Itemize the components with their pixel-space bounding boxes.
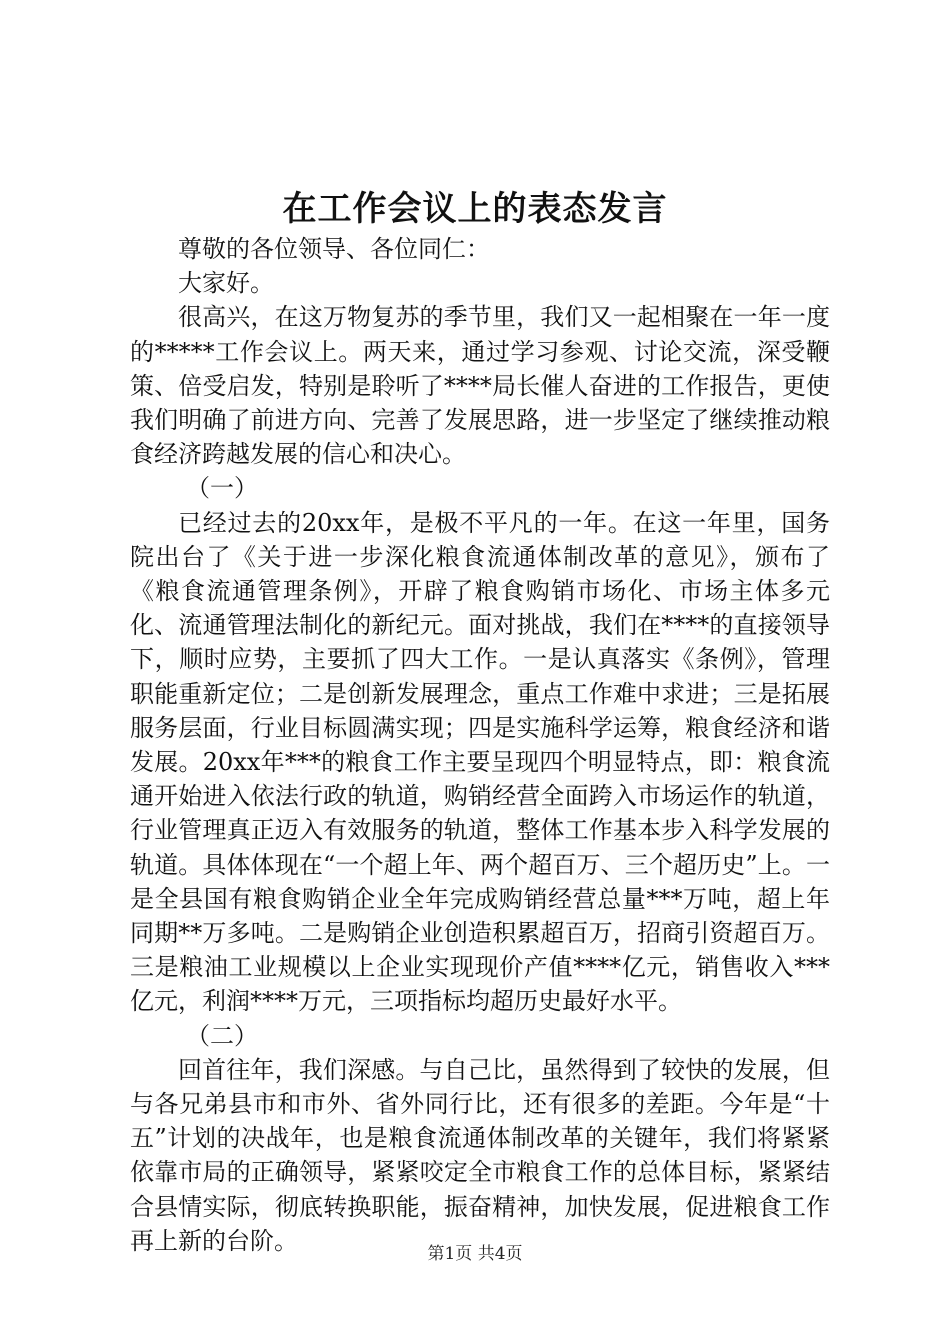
page-footer: 第1页 共4页 [427,1244,523,1264]
greeting: 大家好。 [178,269,274,298]
salutation: 尊敬的各位领导、各位同仁： [178,235,490,263]
document-title: 在工作会议上的表态发言 [282,189,668,229]
document-body [130,232,830,1258]
section-two-paragraph: 回首往年，我们深感。与自己比，虽然得到了较快的发展，但与各兄弟县市和市外、省外同行比，还有很多的差距。今年是“十五”计划的决战年，也是粮食流通体制改革的关键年，我们将紧紧依靠市局的正确领导，紧紧咬定全市粮食工作的总体目标，紧紧结合县情实际，彻底转换职能，振奋精神，加快发展，促进粮食工作再上新的台阶。 [130,1055,830,1255]
section-one-paragraph: 已经过去的20xx年，是极不平凡的一年。在这一年里，国务院出台了《关于进一步深化粮食流通体制改革的意见》，颁布了《粮食流通管理条例》，开辟了粮食购销市场化、市场主体多元化、流通管理法制化的新纪元。面对挑战，我们在****的直接领导下，顺时应势，主要抓了四大工作。一是认真落实《条例》，管理职能重新定位；二是创新发展理念，重点工作难中求进；三是拓展服务层面，行业目标圆满实现；四是实施科学运筹，粮食经济和谐发展。20xx年***的粮食工作主要呈现四个明显特点，即：粮食流通开始进入依法行政的轨道，购销经营全面跨入市场运作的轨道，行业管理真正迈入有效服务的轨道，整体工作基本步入科学发展的轨道。具体体现在“一个超上年、两个超百万、三个超历史”上。一是全县国有粮食购销企业全年完成购销经营总量***万吨，超上年同期**万多吨。二是购销企业创造积累超百万，招商引资超百万。三是粮油工业规模以上企业实现现价产值****亿元，销售收入***亿元，利润****万元，三项指标均超历史最好水平。 [130,508,830,1016]
section-heading-two: （二） [186,1021,258,1050]
section-heading-one: （一） [186,474,258,503]
intro-paragraph: 很高兴，在这万物复苏的季节里，我们又一起相聚在一年一度的*****工作会议上。两天来，通过学习参观、讨论交流，深受鞭策、倍受启发，特别是聆听了****局长催人奋进的工作报告，更使我们明确了前进方向、完善了发展思路，进一步坚定了继续推动粮食经济跨越发展的信心和决心。 [130,303,830,469]
